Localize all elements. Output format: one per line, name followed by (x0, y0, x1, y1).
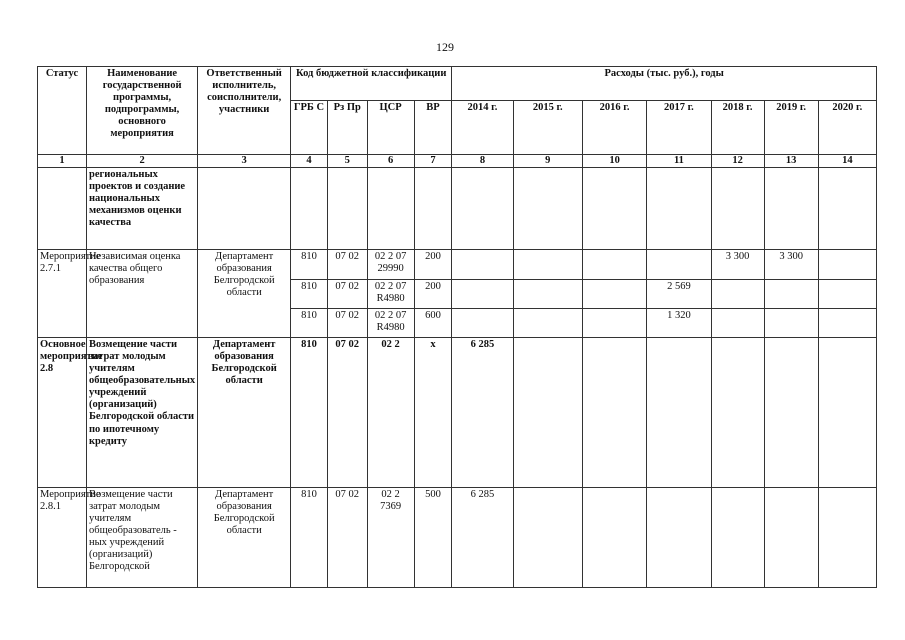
header-grbs: ГРБ С (291, 101, 328, 155)
budget-table (37, 66, 877, 588)
col-number: 14 (818, 155, 876, 168)
cell-grbs: 810 (291, 338, 328, 488)
col-number: 10 (582, 155, 646, 168)
cell-vr: 200 (414, 250, 452, 280)
col-number: 8 (452, 155, 513, 168)
col-number: 2 (86, 155, 197, 168)
col-number: 6 (367, 155, 414, 168)
table-row (38, 338, 877, 488)
cell-2014: 6 285 (452, 338, 513, 488)
table-row (38, 168, 877, 250)
header-2018: 2018 г. (711, 101, 764, 155)
cell-rzpr: 07 02 (327, 250, 367, 280)
cell-2019: 3 300 (764, 250, 818, 280)
header-name: Наименование государственной программы, подпрограммы, основного мероприятия (86, 67, 197, 155)
cell-csr: 02 2 07 29990 (367, 250, 414, 280)
cell-csr: 02 2 07 R4980 (367, 309, 414, 338)
row-name: Возмещение части затрат молодым учителям общеобразователь - ных учреждений (организаций) Белгородской (86, 488, 197, 588)
col-number: 12 (711, 155, 764, 168)
col-number: 5 (327, 155, 367, 168)
cell-rzpr: 07 02 (327, 280, 367, 309)
col-number: 7 (414, 155, 452, 168)
cell-rzpr: 07 02 (327, 338, 367, 488)
header-2016: 2016 г. (582, 101, 646, 155)
col-number: 1 (38, 155, 87, 168)
col-number: 9 (513, 155, 582, 168)
continued-name: региональных проектов и создание национальных механизмов оценки качества (86, 168, 197, 250)
cell-grbs: 810 (291, 488, 328, 588)
column-numbers-row (38, 155, 877, 168)
row-responsible: Департамент образования Белгородской области (198, 488, 291, 588)
header-2019: 2019 г. (764, 101, 818, 155)
header-csr: ЦСР (367, 101, 414, 155)
header-status: Статус (38, 67, 87, 155)
header-2015: 2015 г. (513, 101, 582, 155)
col-number: 13 (764, 155, 818, 168)
row-responsible: Департамент образования Белгородской области (198, 250, 291, 338)
row-responsible: Департамент образования Белгородской области (198, 338, 291, 488)
cell-rzpr: 07 02 (327, 488, 367, 588)
page-number: 129 (436, 40, 454, 54)
header-expenses: Расходы (тыс. руб.), годы (452, 67, 877, 101)
cell-vr: 200 (414, 280, 452, 309)
header-vr: ВР (414, 101, 452, 155)
header-responsible: Ответственный исполнитель, соисполнители, участники (198, 67, 291, 155)
row-status: Мероприятие 2.7.1 (38, 250, 87, 338)
cell-2017 (647, 250, 711, 280)
table-row (38, 488, 877, 588)
table-row (38, 250, 877, 280)
cell-csr: 02 2 07 R4980 (367, 280, 414, 309)
header-2014: 2014 г. (452, 101, 513, 155)
col-number: 3 (198, 155, 291, 168)
cell-vr: 600 (414, 309, 452, 338)
row-status: Мероприятие 2.8.1 (38, 488, 87, 588)
header-2017: 2017 г. (647, 101, 711, 155)
cell-vr: 500 (414, 488, 452, 588)
row-name: Независимая оценка качества общего образования (86, 250, 197, 338)
cell-rzpr: 07 02 (327, 309, 367, 338)
cell-grbs: 810 (291, 280, 328, 309)
cell-csr: 02 2 7369 (367, 488, 414, 588)
cell-grbs: 810 (291, 250, 328, 280)
cell-2014: 6 285 (452, 488, 513, 588)
cell-2017: 2 569 (647, 280, 711, 309)
cell-vr: х (414, 338, 452, 488)
col-number: 11 (647, 155, 711, 168)
cell-grbs: 810 (291, 309, 328, 338)
row-status: Основное мероприятие 2.8 (38, 338, 87, 488)
header-2020: 2020 г. (818, 101, 876, 155)
row-name: Возмещение части затрат молодым учителям общеобразовательных учреждений (организаций) Белгородской области по ипотечному кредиту (86, 338, 197, 488)
cell-2017: 1 320 (647, 309, 711, 338)
header-rzpr: Рз Пр (327, 101, 367, 155)
cell-csr: 02 2 (367, 338, 414, 488)
cell-2018: 3 300 (711, 250, 764, 280)
col-number: 4 (291, 155, 328, 168)
header-budget-code: Код бюджетной классификации (291, 67, 452, 101)
